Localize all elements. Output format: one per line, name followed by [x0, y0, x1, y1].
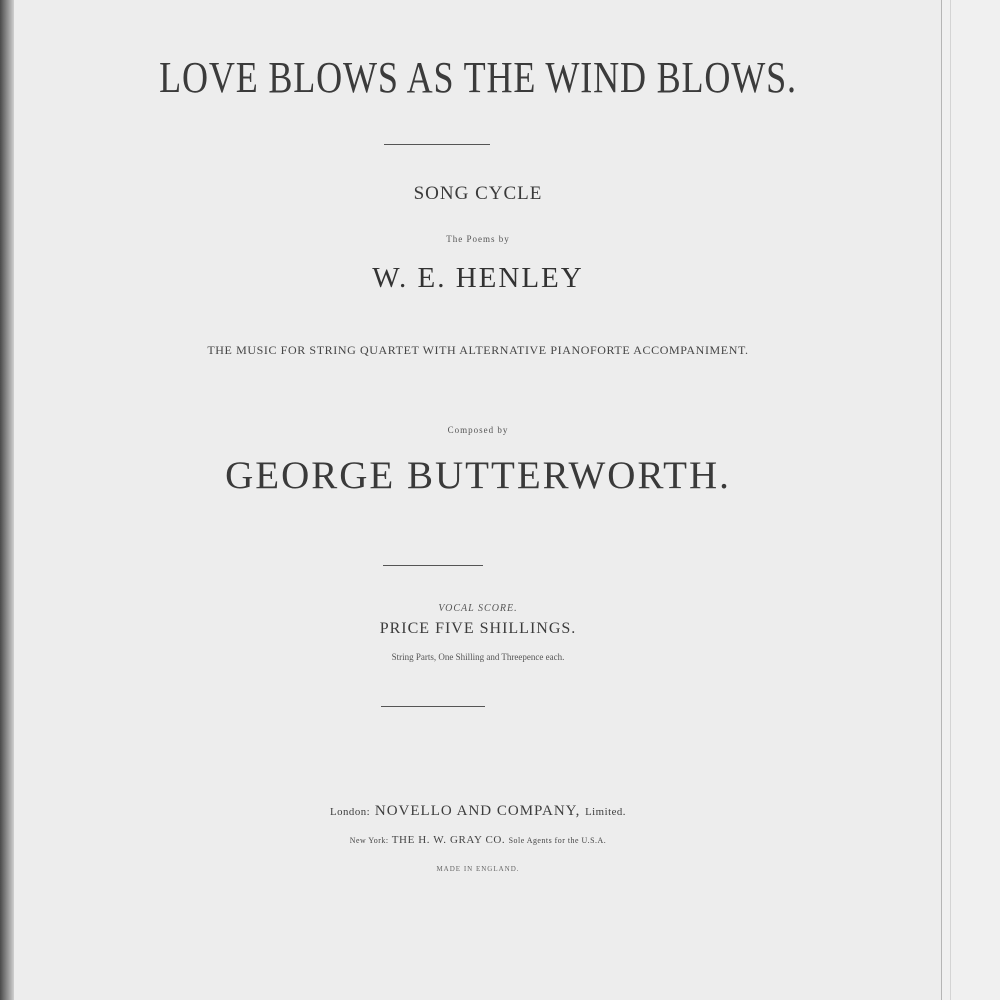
composer-name: GEORGE BUTTERWORTH.	[225, 454, 731, 497]
made-in-note: MADE IN ENGLAND.	[436, 865, 520, 873]
london-label: London:	[330, 806, 371, 818]
divider-rule	[383, 565, 483, 566]
composed-by-label: Composed by	[447, 425, 509, 435]
vocal-score-label: VOCAL SCORE.	[438, 603, 518, 614]
london-publisher-name: NOVELLO AND COMPANY,	[374, 803, 581, 819]
publisher-newyork	[14, 834, 942, 846]
newyork-suffix: Sole Agents for the U.S.A.	[508, 836, 607, 845]
page-edge	[941, 0, 1000, 1000]
poet-name: W. E. HENLEY	[372, 262, 584, 294]
string-parts-note: String Parts, One Shilling and Threepence each.	[391, 652, 565, 662]
music-description: THE MUSIC FOR STRING QUARTET WITH ALTERNATIVE PIANOFORTE ACCOMPANIMENT.	[207, 343, 749, 357]
london-suffix: Limited.	[585, 806, 626, 818]
publisher-london	[14, 803, 942, 820]
binding-edge	[0, 0, 14, 1000]
newyork-label: New York:	[349, 836, 389, 845]
divider-rule	[384, 144, 490, 145]
divider-rule	[381, 706, 485, 707]
poems-by-label: The Poems by	[446, 234, 510, 244]
price-line: PRICE FIVE SHILLINGS.	[379, 620, 577, 637]
work-subtitle: SONG CYCLE	[413, 183, 543, 204]
work-title: LOVE BLOWS AS THE WIND BLOWS.	[159, 53, 797, 102]
newyork-publisher-name: THE H. W. GRAY CO.	[391, 834, 506, 846]
